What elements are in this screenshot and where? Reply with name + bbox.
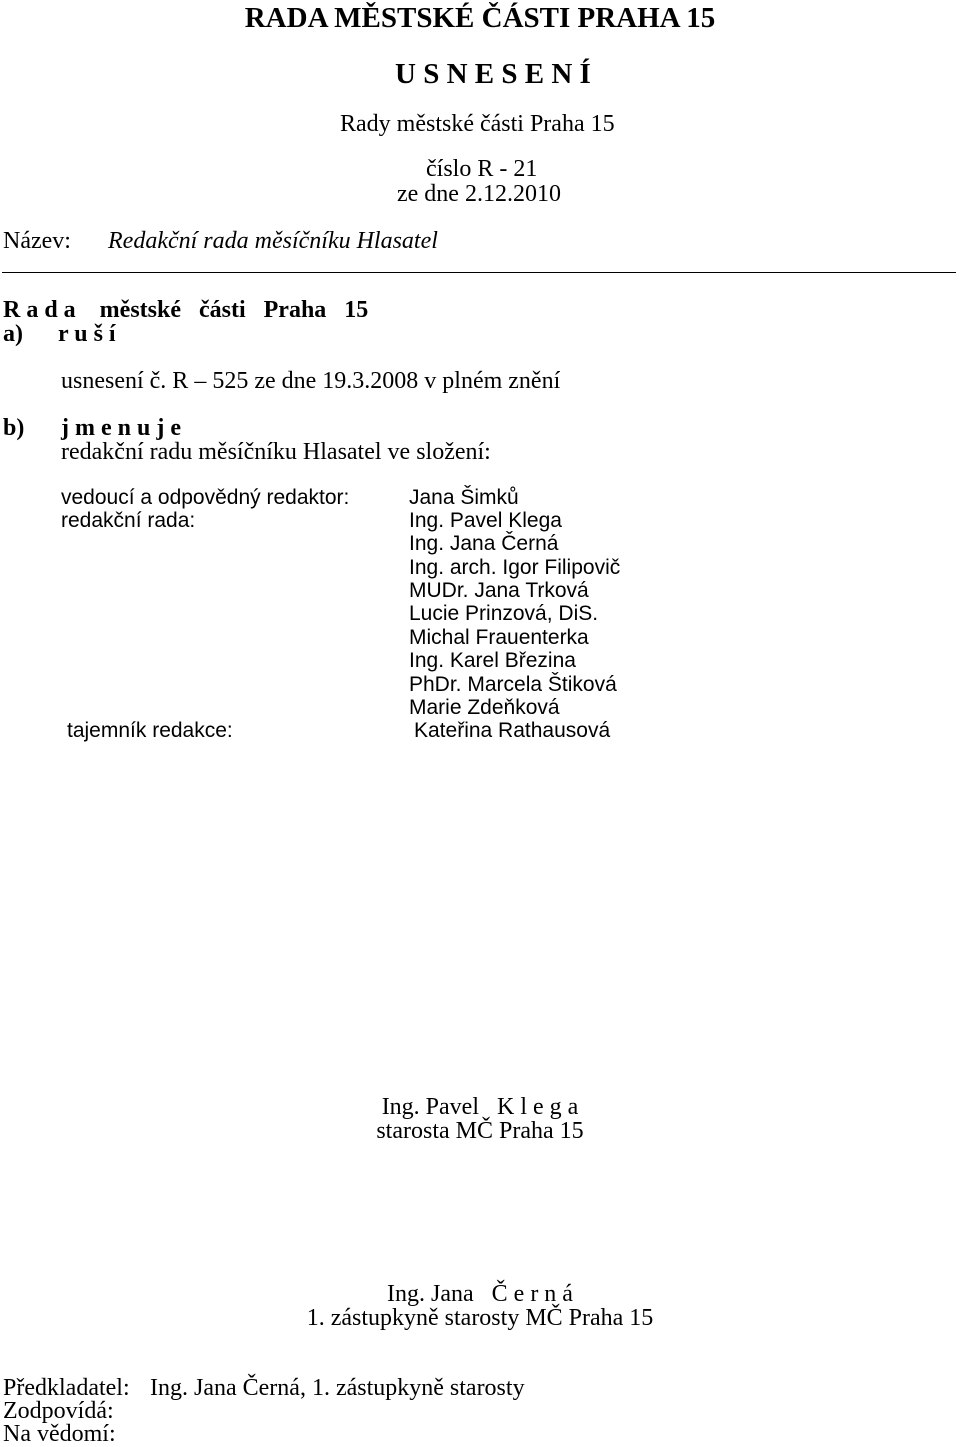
issuer-line: Rady městské části Praha 15 — [340, 111, 615, 137]
signature-1-role: starosta MČ Praha 15 — [376, 1118, 584, 1144]
secretary-label: tajemník redakce: — [67, 719, 233, 742]
member-name: PhDr. Marcela Štiková — [409, 673, 617, 696]
resolution-heading: U S N E S E N Í — [395, 58, 591, 90]
member-name: Ing. arch. Igor Filipovič — [409, 556, 621, 579]
name-value: Redakční rada měsíčníku Hlasatel — [108, 228, 438, 254]
section-a-marker: a) — [3, 321, 23, 347]
section-b-text: redakční radu měsíčníku Hlasatel ve složení: — [61, 439, 491, 465]
board-label: redakční rada: — [61, 509, 196, 532]
member-name: Jana Šimků — [409, 486, 519, 509]
resolution-date: ze dne 2.12.2010 — [397, 181, 561, 207]
member-name: Ing. Karel Březina — [409, 649, 576, 672]
section-a-text: usnesení č. R – 525 ze dne 19.3.2008 v plném znění — [61, 368, 561, 394]
signature-2-role: 1. zástupkyně starosty MČ Praha 15 — [306, 1305, 654, 1331]
member-name: MUDr. Jana Trková — [409, 579, 589, 602]
submitter-value: Ing. Jana Černá, 1. zástupkyně starosty — [150, 1375, 525, 1401]
section-b-verb: j m e n u j e — [61, 415, 181, 441]
signature-1-name: Ing. Pavel K l e g a — [381, 1094, 579, 1120]
editor-label: vedoucí a odpovědný redaktor: — [61, 486, 350, 509]
section-b-marker: b) — [3, 415, 25, 441]
submitter-label: Předkladatel: — [3, 1375, 130, 1401]
responsible-label: Zodpovídá: — [3, 1398, 114, 1424]
resolution-number: číslo R - 21 — [426, 156, 538, 182]
member-name: Michal Frauenterka — [409, 626, 589, 649]
name-label: Název: — [3, 228, 71, 254]
signature-2-name: Ing. Jana Č e r n á — [387, 1281, 573, 1307]
council-line: R a d a městské části Praha 15 — [3, 297, 369, 323]
section-a-verb: r u š í — [58, 321, 116, 347]
separator-line — [2, 272, 956, 273]
notice-label: Na vědomí: — [3, 1421, 116, 1447]
member-name: Ing. Jana Černá — [409, 532, 559, 555]
member-name: Marie Zdeňková — [409, 696, 560, 719]
council-title: RADA MĚSTSKÉ ČÁSTI PRAHA 15 — [244, 2, 716, 34]
member-name: Lucie Prinzová, DiS. — [409, 602, 599, 625]
secretary-name: Kateřina Rathausová — [414, 719, 611, 742]
member-name: Ing. Pavel Klega — [409, 509, 562, 532]
